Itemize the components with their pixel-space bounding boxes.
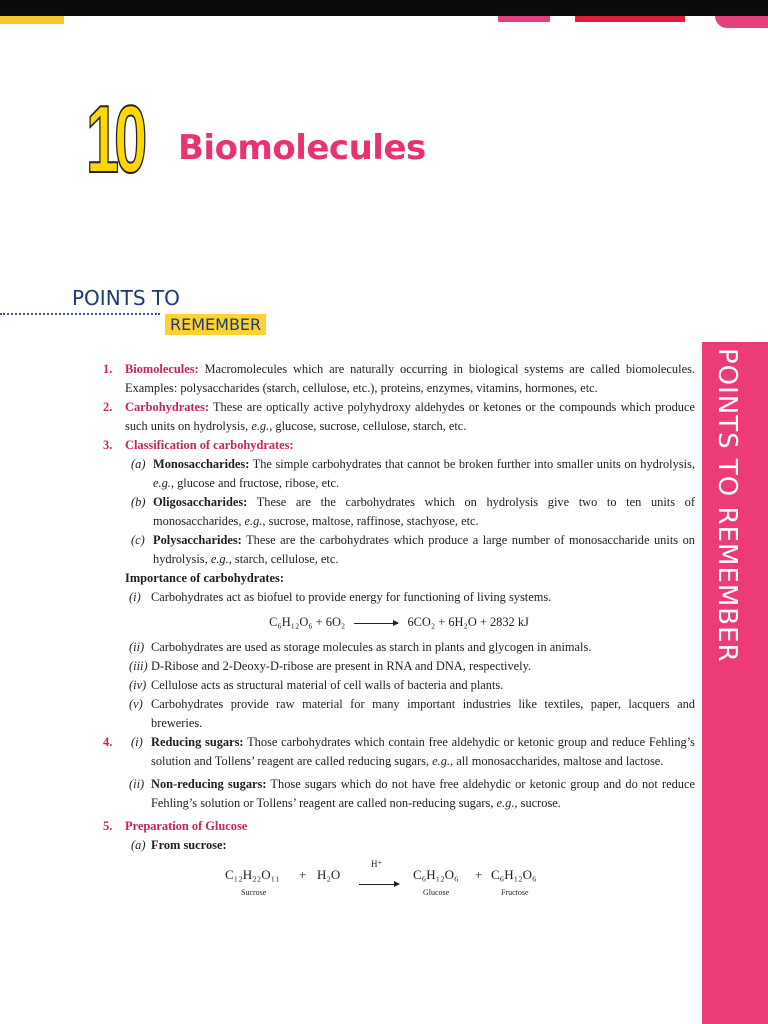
sub-label: (i) (129, 590, 141, 604)
sub-label: (iv) (129, 678, 147, 692)
list-item (103, 733, 695, 771)
sub-text: Those carbohydrates which contain free aldehydic or ketonic group and reduce Fehling’s solution and Tollens’ reagent are called reducing sugars, (151, 735, 695, 768)
content (103, 360, 695, 903)
item-term: Classification of carbohydrates: (125, 438, 294, 452)
sub-text: These are the carbohydrates which on hydrolysis give two to ten units of monosaccharides, (153, 495, 695, 528)
decor-red (575, 16, 685, 22)
chapter-number: 10 (86, 86, 143, 193)
sub-label: (a) (131, 457, 146, 471)
sub-text: Carbohydrates provide raw material for many important industries like textiles, paper, lacquers and breweries. (151, 697, 695, 730)
eg-text: e.g. (244, 514, 263, 528)
sub-label: (ii) (129, 777, 145, 791)
sub-text: , glucose and fructose, ribose, etc. (170, 476, 340, 490)
importance-item (103, 695, 695, 733)
sub-item (103, 775, 695, 813)
product-glucose: C₆H₁₂O₆ (413, 867, 459, 882)
equation-respiration (103, 613, 695, 632)
item-term: Preparation of Glucose (125, 819, 248, 833)
item-number: 4. (103, 735, 113, 749)
eg-text: e.g. (210, 552, 229, 566)
reaction-arrow (353, 873, 405, 892)
sub-text: , all monosaccharides, maltose and lactose. (450, 754, 664, 768)
sub-text: D-Ribose and 2-Deoxy-D-ribose are present in RNA and DNA, respectively. (151, 659, 532, 673)
sub-label: (c) (131, 533, 145, 547)
sub-item (103, 531, 695, 569)
sub-text: , sucrose, maltose, raffinose, stachyose, etc. (262, 514, 479, 528)
sub-label: (ii) (129, 640, 145, 654)
plus-sign: + (299, 867, 307, 882)
list-item (103, 817, 695, 836)
sub-label: (v) (129, 697, 143, 711)
side-banner-text: POINTS TO REMEMBER (712, 348, 742, 663)
sub-label: (a) (131, 838, 146, 852)
top-bar (0, 0, 768, 16)
sub-text: Those sugars which do not have free aldehydic or ketonic group and do not reduce Fehling’s solution or Tollens’ reagent are called non-reducing sugars, (151, 777, 695, 810)
sub-text: Carbohydrates act as biofuel to provide energy for functioning of living systems. (151, 590, 552, 604)
sub-term: Polysaccharides: (153, 533, 242, 547)
sub-term: Reducing sugars: (151, 735, 244, 749)
sub-text: , sucrose. (514, 796, 561, 810)
item-text: , glucose, sucrose, cellulose, starch, etc. (269, 419, 467, 433)
reactant-sucrose: C₁₂H₂₂O₁₁ (225, 867, 280, 882)
catalyst-label: H⁺ (371, 859, 383, 869)
caption-sucrose: Sucrose (241, 888, 267, 897)
decor-pink (498, 16, 550, 22)
sub-text: These are the carbohydrates which produce a large number of monosaccharide units on hydrolysis, (153, 533, 695, 566)
caption-fructose: Fructose (501, 888, 529, 897)
section-title: POINTS TO (72, 286, 180, 310)
eg-text: e.g. (432, 754, 451, 768)
item-number: 2. (103, 400, 113, 414)
plus-sign: + (475, 867, 483, 882)
importance-item (103, 588, 695, 607)
item-number: 3. (103, 438, 113, 452)
sub-text: Carbohydrates are used as storage molecules as starch in plants and glycogen in animals. (151, 640, 592, 654)
item-term: Carbohydrates: (125, 400, 209, 414)
sub-label: (i) (131, 735, 143, 749)
caption-glucose: Glucose (423, 888, 450, 897)
importance-title: Importance of carbohydrates: (125, 571, 284, 585)
item-number: 1. (103, 362, 113, 376)
dotted-divider (0, 313, 160, 315)
decor-pink-corner (715, 16, 768, 28)
equation-sucrose-hydrolysis (103, 859, 695, 903)
decor-yellow (0, 16, 64, 24)
reaction-arrow (354, 623, 398, 624)
sub-item (103, 493, 695, 531)
chapter-title: Biomolecules (178, 128, 426, 168)
sub-term: From sucrose: (151, 838, 227, 852)
section-subtitle: REMEMBER (165, 314, 266, 335)
item-number: 5. (103, 819, 113, 833)
list-item (103, 398, 695, 436)
sub-text: , starch, cellulose, etc. (228, 552, 339, 566)
equation-lhs: C₆H₁₂O₆ + 6O₂ (269, 615, 346, 629)
eg-text: e.g. (496, 796, 515, 810)
sub-term: Non-reducing sugars: (151, 777, 267, 791)
importance-item (103, 638, 695, 657)
sub-label: (iii) (129, 659, 148, 673)
product-fructose: C₆H₁₂O₆ (491, 867, 537, 882)
eg-text: e.g. (251, 419, 270, 433)
sub-item (103, 836, 695, 855)
equation-rhs: 6CO₂ + 6H₂O + 2832 kJ (407, 615, 529, 629)
importance-item (103, 657, 695, 676)
sub-text: Cellulose acts as structural material of cell walls of bacteria and plants. (151, 678, 504, 692)
sub-term: Monosaccharides: (153, 457, 250, 471)
item-text: Macromolecules which are naturally occurring in biological systems are called biomolecules. Examples: polysaccharides (starch, cellulose, etc.), proteins, enzymes, vitamins, hormones, etc. (125, 362, 695, 395)
reactant-water: H₂O (317, 867, 341, 882)
sub-item (103, 455, 695, 493)
sub-label: (b) (131, 495, 146, 509)
importance-heading (103, 569, 695, 588)
list-item (103, 360, 695, 398)
eg-text: e.g. (153, 476, 171, 490)
item-term: Biomolecules: (125, 362, 199, 376)
list-item (103, 436, 695, 455)
importance-item (103, 676, 695, 695)
sub-text: The simple carbohydrates that cannot be broken further into smaller units on hydrolysis, (249, 457, 695, 471)
sub-term: Oligosaccharides: (153, 495, 248, 509)
item-text: These are optically active polyhydroxy aldehydes or ketones or the compounds which produce such units on hydrolysis, (125, 400, 695, 433)
